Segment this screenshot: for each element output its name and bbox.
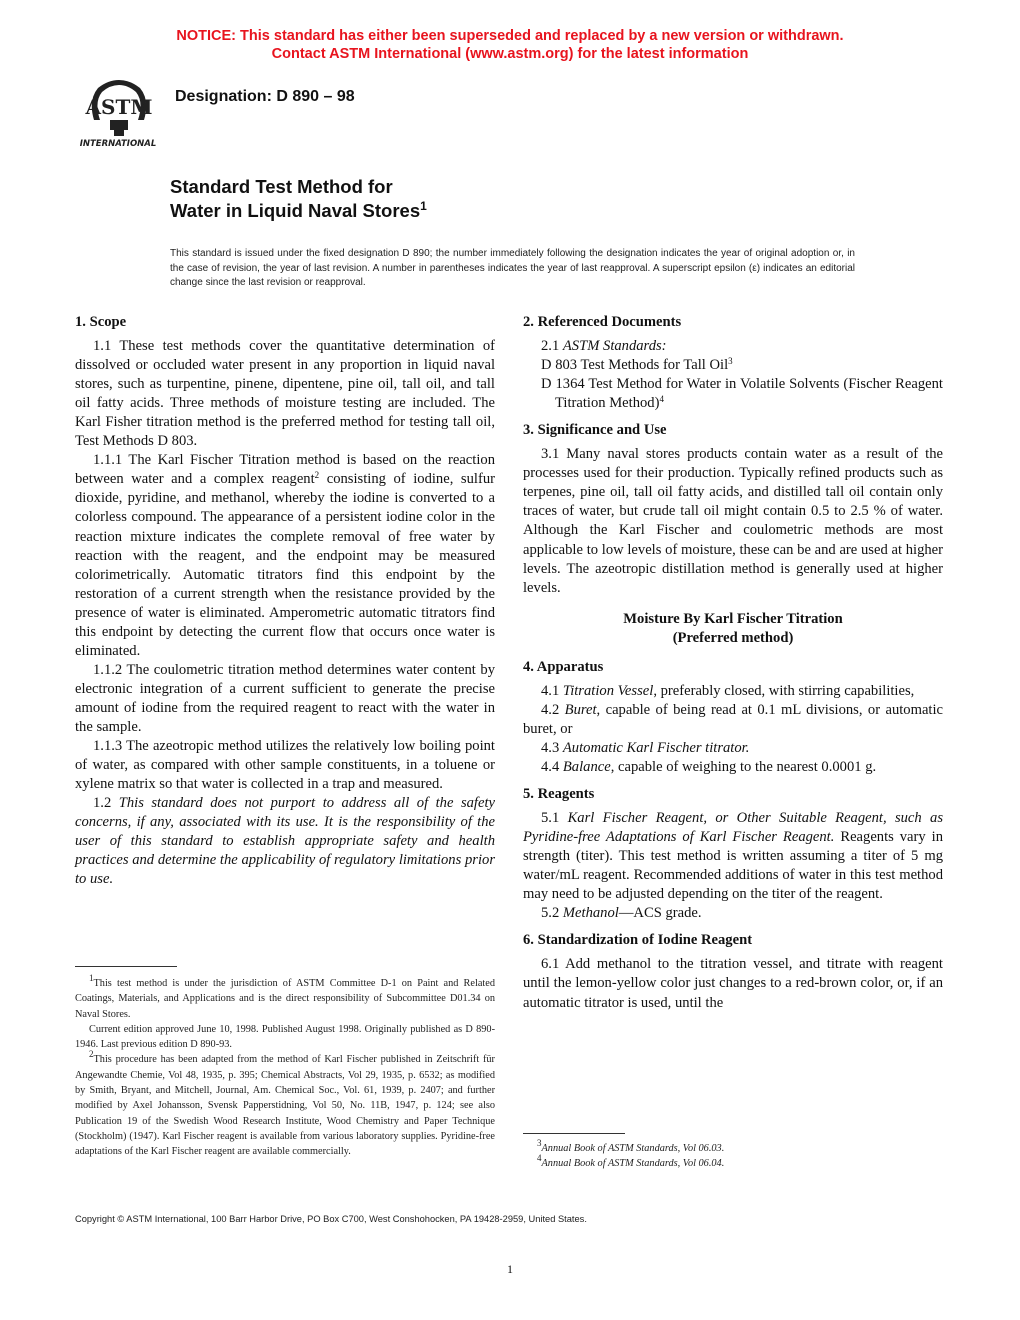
designation: Designation: D 890 – 98 [175, 88, 355, 105]
reference-d1364: D 1364 Test Method for Water in Volatile Solvents (Fischer Reagent Titration Method)$^4$ [541, 376, 943, 412]
document-title [170, 175, 427, 223]
paragraph-1-1: 1.1 These test methods cover the quantitative determination of dissolved or occluded water present in any proportion in liquid naval stores, such as turpentine, pinene, dipentene, pine oil, tall oil, and tall oil fatty acids. Three methods of moisture testing are included. The Karl Fisher titration method is the preferred method for testing tall oil, Test Methods D 803. [75, 338, 495, 450]
paragraph-4-1: 4.1 Titration Vessel, preferably closed, with stirring capabilities, [541, 682, 915, 699]
title-line-2: Water in Liquid Naval Stores$^1$ [170, 199, 427, 221]
standard-issuance-note: This standard is issued under the fixed designation D 890; the number immediately following the designation indicates the year of original adoption or, in the case of revision, the year of last revision. A number in parentheses indicates the year of last reapproval. A superscript epsilon (ε) indicates an editorial change since the last revision or reapproval. [170, 248, 855, 288]
right-column [523, 313, 943, 1013]
footnote-divider-right [523, 1133, 625, 1134]
section-heading-significance: 3. Significance and Use [523, 422, 667, 439]
page-number: 1 [507, 1262, 513, 1276]
paragraph-4-2: 4.2 Buret, capable of being read at 0.1 mL divisions, or automatic buret, or [523, 701, 944, 737]
method-subtitle: Moisture By Karl Fischer Titration (Preferred method) [623, 610, 843, 646]
section-heading-standardization: 6. Standardization of Iodine Reagent [523, 932, 753, 949]
logo-international: INTERNATIONAL [79, 139, 157, 149]
section-heading-referenced-documents: 2. Referenced Documents [523, 314, 682, 330]
withdrawal-notice [0, 27, 1020, 63]
copyright-line: Copyright © ASTM International, 100 Barr Harbor Drive, PO Box C700, West Conshohocken, PA 19428-2959, United States. [75, 1214, 587, 1224]
paragraph-5-1: 5.1 Karl Fischer Reagent, or Other Suitable Reagent, such as Pyridine-free Adaptations of Karl Fischer Reagent. Reagents vary in strength (titer). This test method is written assuming a titer of 5 mg water/mL reagent. Recommended additions of water in this test method may need to be adjusted depending on the titer of the reagent. [523, 810, 944, 903]
paragraph-4-4: 4.4 Balance, capable of weighing to the nearest 0.0001 g. [541, 758, 877, 775]
paragraph-5-2: 5.2 Methanol—ACS grade. [541, 905, 702, 922]
paragraph-3-1: 3.1 Many naval stores products contain water as a result of the processes used for their production. Typically refined products such as terpenes, pine oil, tall oil fatty acids, and distilled tall oil contain only traces of water, but crude tall oil might contain 0.5 to 2.5 % of water. Although the Karl Fischer and coulometric methods are most applicable to low levels of moisture, these can be and are used at higher levels. The azeotropic distillation method is generally used at higher levels. [523, 446, 943, 596]
notice-line-1: NOTICE: This standard has either been superseded and replaced by a new version or withdrawn. [176, 28, 844, 44]
title-line-1: Standard Test Method for [170, 176, 393, 197]
left-column [75, 313, 495, 889]
paragraph-1-1-1: 1.1.1 The Karl Fischer Titration method is based on the reaction between water and a complex reagent$^2$ consisting of iodine, sulfur dioxide, pyridine, and methanol, whereby the iodine is converted to a colorless compound. The appearance of a persistent iodine color in the reaction mixture indicates the complete removal of free water by reaction with the reagent, and the endpoint may be measured colorimetrically. Automatic titrators find this endpoint by the restoration of a current strength when the resistance provided by the presence of water is eliminated. Amperometric automatic titrators find this endpoint by detecting the current flow that occurs once water is eliminated. [75, 452, 495, 659]
footnote-2: $^2$This procedure has been adapted from the method of Karl Fischer published in Zeitschrift für Angewandte Chemie, Vol 48, 1935, p. 395; Chemical Abstracts, Vol 29, 1935, p. 6532; as modified by Smith, Bryant, and Mitchell, Journal, Am. Chemical Soc., Vol. 61, 1939, p. 2407; and further modified by Axel Johansson, Svensk Papperstidning, Vol 50, No. 11B, 1947, p. 124; see also Publication 19 of the Swedish Wood Research Institute, Wood Chemistry and Paper Technique (Stockholm) (1947). Karl Fischer reagent is available from various laboratory supplies. Pyridine-free adaptations of the Karl Fischer reagent are available commercially. [75, 1049, 495, 1158]
footnote-1-edition: Current edition approved June 10, 1998. Published August 1998. Originally published as D 890-1946. Last previous edition D 890-93. [75, 1023, 495, 1051]
notice-line-2: Contact ASTM International (www.astm.org) for the latest information [271, 46, 749, 62]
reference-d803: D 803 Test Methods for Tall Oil$^3$ [541, 356, 733, 374]
title-footnote-ref: 1 [420, 199, 427, 213]
paragraph-4-3: 4.3 Automatic Karl Fischer titrator. [541, 739, 750, 756]
astm-logo [74, 76, 164, 150]
section-heading-scope: 1. Scope [75, 314, 127, 330]
footnotes-right [523, 1138, 943, 1172]
paragraph-1-2: 1.2 This standard does not purport to address all of the safety concerns, if any, associated with its use. It is the responsibility of the user of this standard to establish appropriate safety and health practices and determine the applicability of regulatory limitations prior to use. [75, 795, 495, 888]
paragraph-6-1: 6.1 Add methanol to the titration vessel, and titrate with reagent until the lemon-yellow color just changes to a red-brown color, or, if an automatic titrator is used, until the [523, 956, 943, 1011]
paragraph-2-1: 2.1 ASTM Standards: [541, 338, 667, 355]
footnote-3: $^3$Annual Book of ASTM Standards, Vol 06.03. [537, 1138, 725, 1154]
paragraph-1-1-2: 1.1.2 The coulometric titration method determines water content by electronic integration of a current sufficient to generate the precise amount of iodine from the required reagent to react with the water in the sample. [75, 661, 495, 735]
logo-text: ASTM [85, 95, 153, 119]
paragraph-1-1-3: 1.1.3 The azeotropic method utilizes the relatively low boiling point of water, as compared with other sample constituents, in a toluene or xylene matrix so that water is collected in a trap and measured. [75, 738, 495, 793]
section-heading-apparatus: 4. Apparatus [523, 658, 604, 675]
footnotes-left [75, 973, 495, 1160]
section-heading-reagents: 5. Reagents [523, 786, 595, 803]
footnote-divider-left [75, 966, 177, 967]
footnote-4: $^4$Annual Book of ASTM Standards, Vol 06.04. [537, 1153, 725, 1170]
footnote-1: $^1$This test method is under the jurisdiction of ASTM Committee D-1 on Paint and Related Coatings, Materials, and Applications and is the direct responsibility of Subcommittee D01.34 on Naval Stores. [75, 973, 495, 1020]
